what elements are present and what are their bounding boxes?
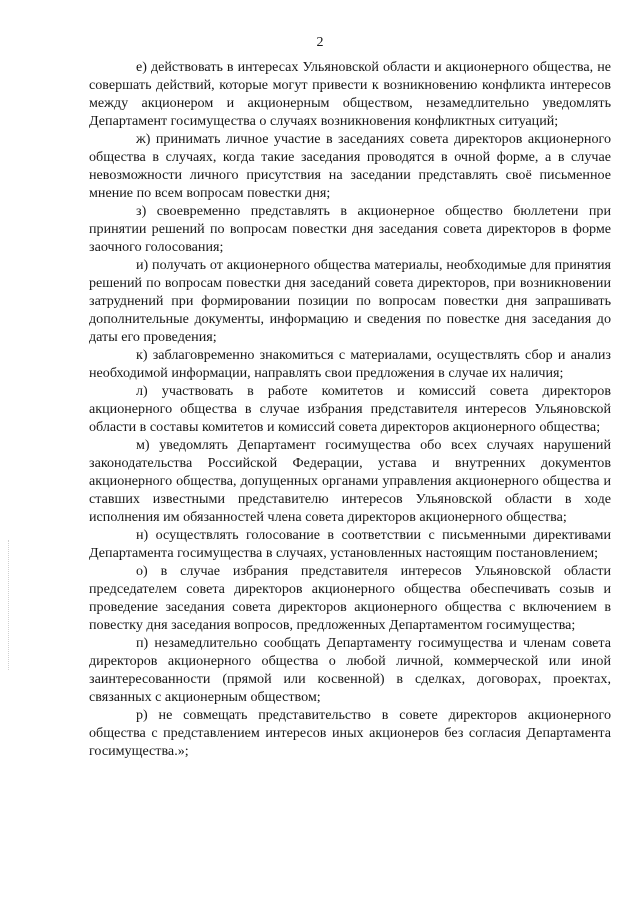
- page-number: 2: [316, 35, 324, 50]
- paragraph-n: н) осуществлять голосование в соответствии с письменными директивами Департамента госимущества в случаях, установленных настоящим постановлением;: [89, 527, 611, 561]
- paragraph-r: р) не совмещать представительство в совете директоров акционерного общества с представлением интересов иных акционеров без согласия Департамента госимущества.»;: [89, 707, 611, 759]
- paragraph-o: о) в случае избрания представителя интересов Ульяновской области председателем совета директоров акционерного общества обеспечивать созыв и проведение заседания совета директоров акционерного общества с включением в повестку дня заседания вопросов, предложенных Департаментом госимущества;: [89, 563, 611, 633]
- paragraph-l: л) участвовать в работе комитетов и комиссий совета директоров акционерного общества в случае избрания представителя интересов Ульяновской области в составы комитетов и комиссий совета директоров акционерного общества;: [89, 383, 611, 435]
- paragraph-z: з) своевременно представлять в акционерное общество бюллетени при принятии решений по вопросам повестки дня заседания совета директоров в форме заочного голосования;: [89, 203, 611, 255]
- paragraph-zh: ж) принимать личное участие в заседаниях совета директоров акционерного общества в случаях, когда такие заседания проводятся в очной форме, а в случае невозможности личного присутствия на заседании представлять своё письменное мнение по всем вопросам повестки дня;: [89, 131, 611, 201]
- document-body: [89, 58, 611, 760]
- scan-margin-mark: [8, 540, 10, 670]
- paragraph-i: и) получать от акционерного общества материалы, необходимые для принятия решений по вопросам повестки дня заседаний совета директоров, при возникновении затруднений при формировании позиции по вопросам повестки дня запрашивать дополнительные документы, информацию и сведения по повестке дня заседания до даты его проведения;: [89, 257, 611, 345]
- paragraph-k: к) заблаговременно знакомиться с материалами, осуществлять сбор и анализ необходимой информации, направлять свои предложения в случае их наличия;: [89, 347, 611, 381]
- paragraph-m: м) уведомлять Департамент госимущества обо всех случаях нарушений законодательства Российской Федерации, устава и внутренних документов акционерного общества, допущенных органами управления акционерного общества и ставших известными представителю интересов Ульяновской области в ходе исполнения им обязанностей члена совета директоров акционерного общества;: [89, 437, 611, 525]
- paragraph-p: п) незамедлительно сообщать Департаменту госимущества и членам совета директоров акционерного общества о любой личной, коммерческой или иной заинтересованности (прямой или косвенной) в сделках, договорах, проектах, связанных с акционерным обществом;: [89, 635, 611, 705]
- paragraph-e: е) действовать в интересах Ульяновской области и акционерного общества, не совершать действий, которые могут привести к возникновению конфликта интересов между акционером и акционерным обществом, незамедлительно уведомлять Департамент госимущества о случаях возникновения конфликтных ситуаций;: [89, 59, 611, 129]
